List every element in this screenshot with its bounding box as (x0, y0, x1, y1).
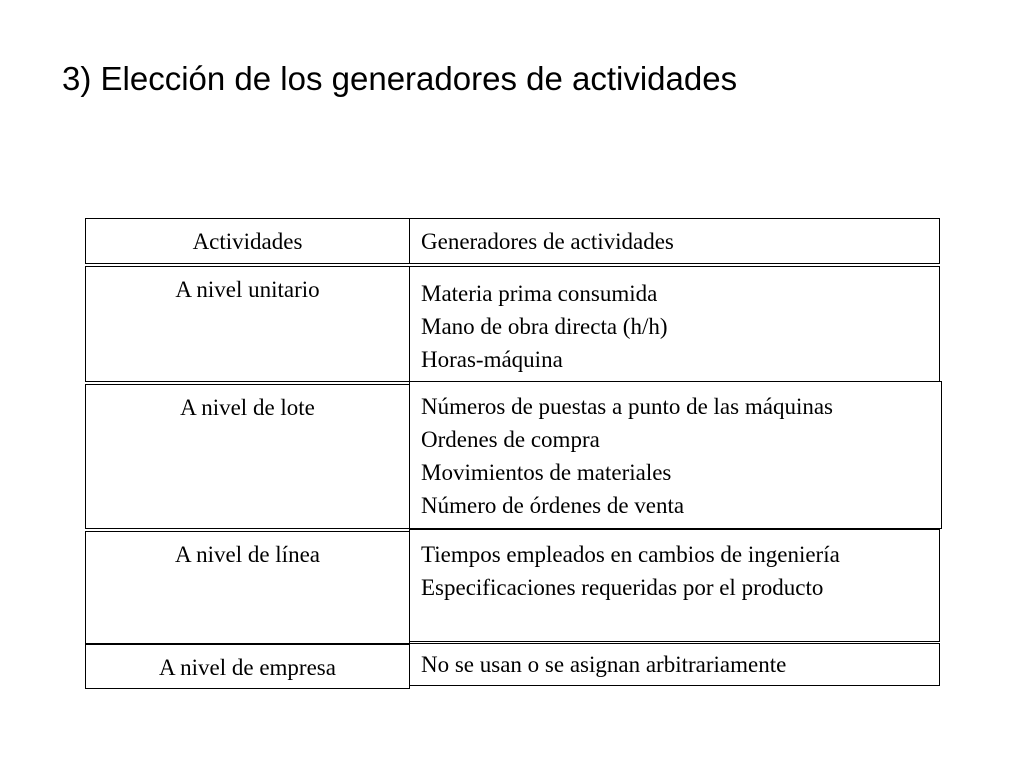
activity-cell-unitario (85, 266, 410, 382)
driver-item: Horas-máquina (421, 347, 563, 372)
activity-label: A nivel de línea (175, 542, 320, 567)
driver-item: Números de puestas a punto de las máquinas (421, 394, 833, 419)
header-activities-cell (85, 218, 410, 264)
activity-cell-lote (85, 384, 410, 529)
driver-item: Especificaciones requeridas por el producto (421, 575, 824, 600)
driver-item: Número de órdenes de venta (421, 493, 685, 518)
driver-item: No se usan o se asignan arbitrariamente (421, 652, 787, 677)
drivers-cell-lote (409, 381, 942, 529)
driver-item: Mano de obra directa (h/h) (421, 314, 668, 339)
header-activities-label: Actividades (192, 229, 303, 254)
driver-item: Materia prima consumida (421, 281, 658, 306)
drivers-cell-empresa (409, 643, 940, 686)
driver-item: Movimientos de materiales (421, 460, 672, 485)
activity-label: A nivel unitario (175, 277, 320, 302)
header-drivers-label: Generadores de actividades (421, 229, 674, 254)
activity-label: A nivel de empresa (159, 655, 336, 680)
activity-label: A nivel de lote (180, 395, 315, 420)
driver-item: Tiempos empleados en cambios de ingeniería (421, 542, 840, 567)
activity-cell-empresa (85, 644, 410, 689)
header-drivers-cell (409, 218, 940, 264)
slide-title: 3) Elección de los generadores de actividades (62, 60, 738, 97)
driver-item: Ordenes de compra (421, 427, 600, 452)
drivers-cell-linea (409, 529, 940, 642)
drivers-cell-unitario (409, 266, 940, 382)
activity-cell-linea (85, 531, 410, 644)
